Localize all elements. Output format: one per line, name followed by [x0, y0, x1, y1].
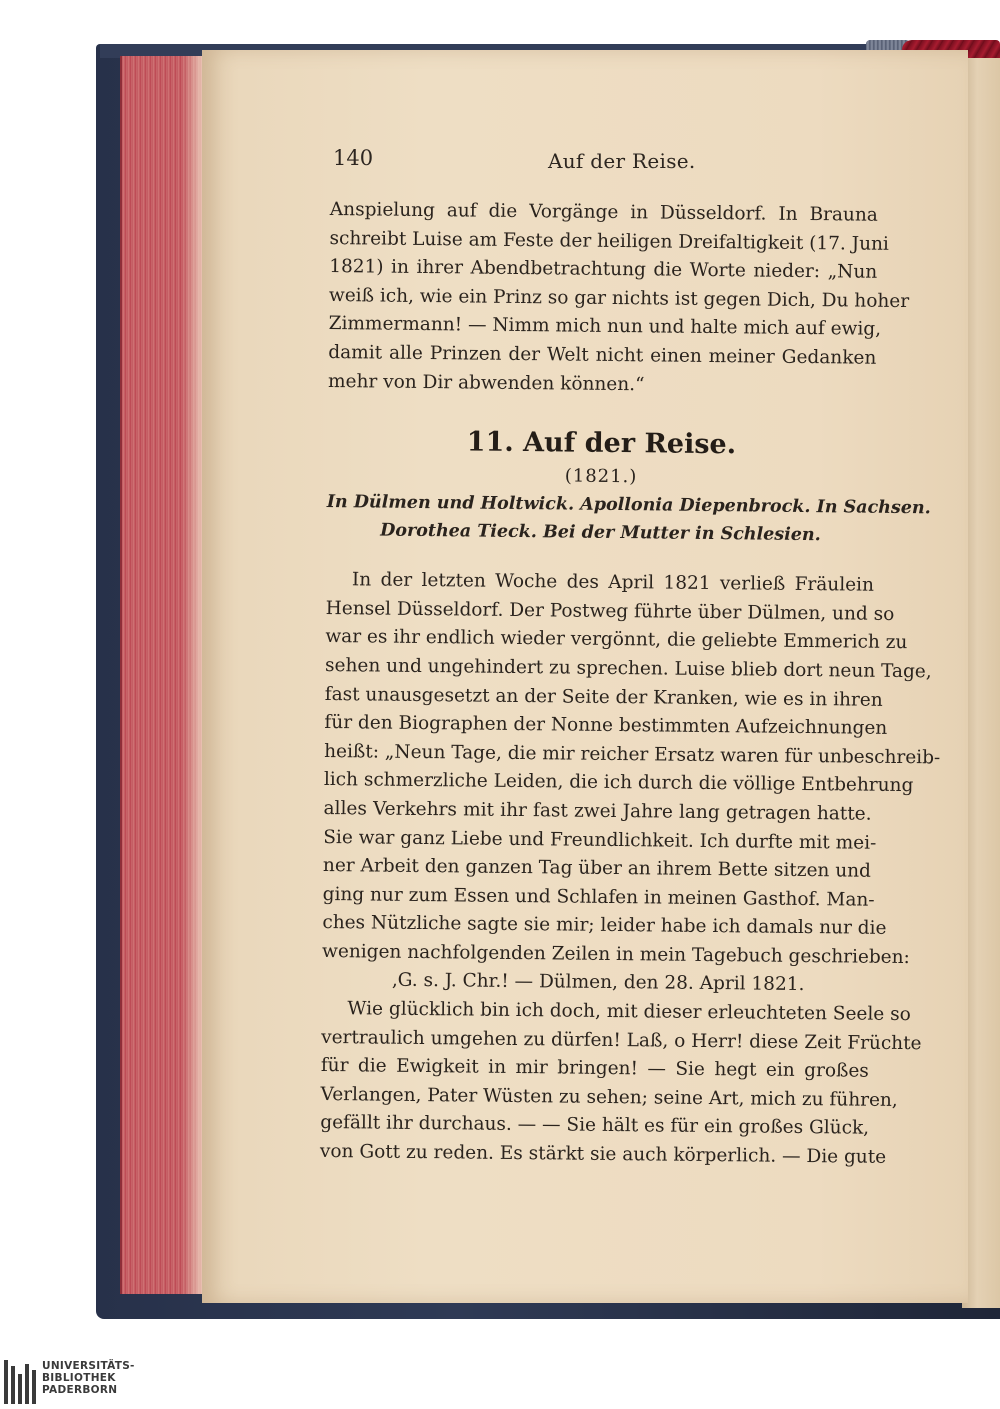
- text-line: für den Biographen der Nonne bestimmten Aufzeichnungen: [324, 712, 888, 739]
- text-line: 1821) in ihrer Abendbetrachtung die Worte nieder: „Nun: [329, 256, 878, 283]
- page-number: 140: [333, 146, 374, 170]
- text-line: weiß ich, wie ein Prinz so gar nichts ist gegen Dich, Du hoher: [328, 284, 910, 312]
- text-line: für die Ewigkeit in mir bringen! — Sie hegt ein großes: [320, 1055, 869, 1082]
- library-logo-line: BIBLIOTHEK: [42, 1372, 116, 1384]
- text-line: ner Arbeit den ganzen Tag über an ihrem Bette sitzen und: [322, 855, 872, 882]
- library-logo-line: UNIVERSITÄTS-: [42, 1360, 135, 1372]
- text-line: wenigen nachfolgenden Zeilen in mein Tagebuch geschrieben:: [321, 940, 910, 968]
- text-line: damit alle Prinzen der Welt nicht einen meiner Gedanken: [328, 341, 877, 369]
- library-logo: [4, 1360, 135, 1404]
- text-line: Wie glücklich bin ich doch, mit dieser erleuchteten Seele so: [347, 998, 911, 1026]
- library-logo-text: [42, 1360, 135, 1396]
- text-line: In der letzten Woche des April 1821 verließ Fräulein: [351, 569, 875, 596]
- text-line: Sie war ganz Liebe und Freundlichkeit. Ich durfte mit mei-: [323, 826, 877, 854]
- text-line: vertraulich umgehen zu dürfen! Laß, o Herr! diese Zeit Früchte: [321, 1026, 922, 1054]
- text-line: alles Verkehrs mit ihr fast zwei Jahre lang getragen hatte.: [323, 797, 872, 825]
- text-line: war es ihr endlich wieder vergönnt, die geliebte Emmerich zu: [325, 626, 908, 654]
- running-title: Auf der Reise.: [548, 149, 696, 173]
- text-line: fast unausgesetzt an der Seite der Kranken, wie es in ihren: [324, 683, 883, 711]
- library-logo-icon: [4, 1360, 36, 1404]
- text-line: mehr von Dir abwenden können.“: [327, 370, 645, 395]
- text-line: Anspielung auf die Vorgänge in Düsseldorf. In Brauna: [329, 198, 878, 226]
- text-line: schreibt Luise am Feste der heiligen Dreifaltigkeit (17. Juni: [329, 227, 890, 255]
- text-line: Verlangen, Pater Wüsten zu sehen; seine Art, mich zu führen,: [320, 1083, 898, 1111]
- text-line: Zimmermann! — Nimm mich nun und halte mich auf ewig,: [328, 313, 882, 341]
- text-line: gefällt ihr durchaus. — — Sie hält es für ein großes Glück,: [320, 1112, 870, 1140]
- text-line: ches Nützliche sagte sie mir; leider habe ich damals nur die: [322, 912, 887, 940]
- page-text-block: [319, 196, 941, 1172]
- text-line: Hensel Düsseldorf. Der Postweg führte über Dülmen, und so: [325, 597, 895, 625]
- text-line: lich schmerzliche Leiden, die ich durch die völlige Entbehrung: [323, 769, 914, 797]
- text-line: von Gott zu reden. Es stärkt sie auch körperlich. — Die gute: [319, 1140, 887, 1168]
- chapter-year: (1821.): [564, 465, 638, 488]
- text-line: sehen und ungehindert zu sprechen. Luise blieb dort neun Tage,: [324, 654, 932, 683]
- chapter-summary-line: In Dülmen und Holtwick. Apollonia Diepenbrock. In Sachsen.: [326, 492, 931, 519]
- library-logo-line: PADERBORN: [42, 1384, 118, 1396]
- text-line: heißt: „Neun Tage, die mir reicher Ersatz waren für unbeschreib-: [324, 740, 941, 769]
- text-line: ging nur zum Essen und Schlafen in meinen Gasthof. Man-: [322, 883, 875, 911]
- text-line: ‚G. s. J. Chr.! — Dülmen, den 28. April 1821.: [391, 970, 805, 996]
- chapter-title: 11. Auf der Reise.: [466, 426, 737, 461]
- chapter-summary-line: Dorothea Tieck. Bei der Mutter in Schlesien.: [380, 520, 821, 546]
